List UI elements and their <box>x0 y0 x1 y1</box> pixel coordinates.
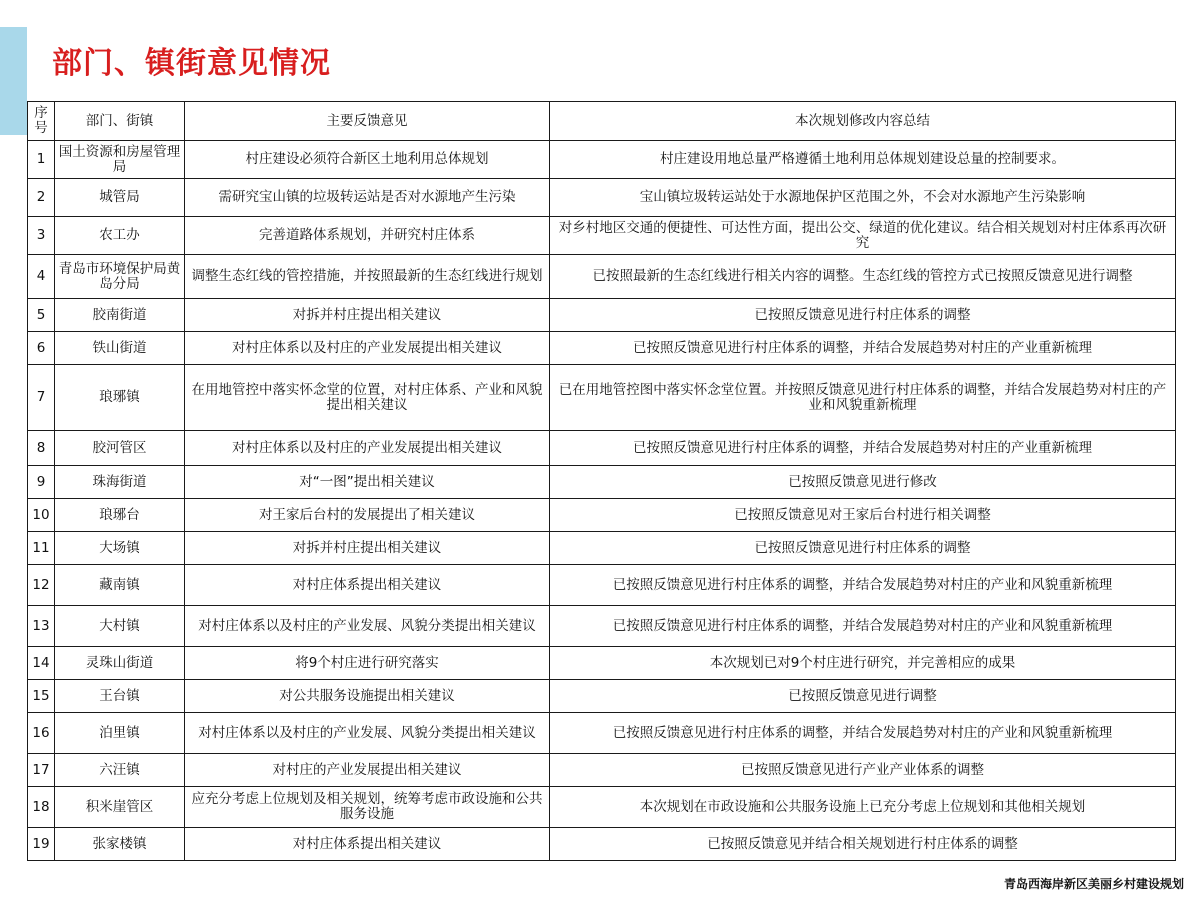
table-row <box>28 499 1176 532</box>
row-department: 琅琊台 <box>55 499 185 532</box>
row-index: 9 <box>28 466 55 499</box>
row-revision-summary: 本次规划在市政设施和公共服务设施上已充分考虑上位规划和其他相关规划 <box>550 787 1176 828</box>
row-index: 8 <box>28 431 55 466</box>
row-feedback: 对“一图”提出相关建议 <box>185 466 550 499</box>
row-revision-summary: 已按照反馈意见进行村庄体系的调整，并结合发展趋势对村庄的产业和风貌重新梳理 <box>550 713 1176 754</box>
row-revision-summary: 已按照反馈意见对王家后台村进行相关调整 <box>550 499 1176 532</box>
row-revision-summary: 已按照反馈意见进行村庄体系的调整，并结合发展趋势对村庄的产业和风貌重新梳理 <box>550 606 1176 647</box>
row-revision-summary: 已按照反馈意见进行村庄体系的调整，并结合发展趋势对村庄的产业重新梳理 <box>550 431 1176 466</box>
row-feedback: 村庄建设必须符合新区土地利用总体规划 <box>185 141 550 179</box>
table-row <box>28 787 1176 828</box>
row-index: 6 <box>28 332 55 365</box>
table-row <box>28 332 1176 365</box>
row-department: 铁山街道 <box>55 332 185 365</box>
row-feedback: 在用地管控中落实怀念堂的位置，对村庄体系、产业和风貌提出相关建议 <box>185 365 550 431</box>
row-department: 积米崖管区 <box>55 787 185 828</box>
row-feedback: 对村庄体系以及村庄的产业发展提出相关建议 <box>185 431 550 466</box>
table-row <box>28 532 1176 565</box>
title-accent-bar <box>0 27 27 135</box>
row-department: 藏南镇 <box>55 565 185 606</box>
row-revision-summary: 村庄建设用地总量严格遵循土地利用总体规划建设总量的控制要求。 <box>550 141 1176 179</box>
header-index: 序号 <box>28 102 55 141</box>
row-index: 10 <box>28 499 55 532</box>
header-department: 部门、街镇 <box>55 102 185 141</box>
row-index: 15 <box>28 680 55 713</box>
row-revision-summary: 本次规划已对9个村庄进行研究，并完善相应的成果 <box>550 647 1176 680</box>
row-department: 灵珠山街道 <box>55 647 185 680</box>
row-department: 胶南街道 <box>55 299 185 332</box>
table-row <box>28 141 1176 179</box>
row-revision-summary: 已按照反馈意见进行村庄体系的调整 <box>550 299 1176 332</box>
page-title: 部门、镇街意见情况 <box>52 46 331 81</box>
row-revision-summary: 对乡村地区交通的便捷性、可达性方面，提出公交、绿道的优化建议。结合相关规划对村庄体系再次研究 <box>550 217 1176 255</box>
row-revision-summary: 宝山镇垃圾转运站处于水源地保护区范围之外，不会对水源地产生污染影响 <box>550 179 1176 217</box>
header-revision-summary: 本次规划修改内容总结 <box>550 102 1176 141</box>
row-feedback: 对公共服务设施提出相关建议 <box>185 680 550 713</box>
table-row <box>28 754 1176 787</box>
table-row <box>28 179 1176 217</box>
row-feedback: 完善道路体系规划，并研究村庄体系 <box>185 217 550 255</box>
table-row <box>28 713 1176 754</box>
row-department: 农工办 <box>55 217 185 255</box>
row-revision-summary: 已按照反馈意见进行村庄体系的调整 <box>550 532 1176 565</box>
row-index: 14 <box>28 647 55 680</box>
table-row <box>28 365 1176 431</box>
row-revision-summary: 已按照反馈意见进行修改 <box>550 466 1176 499</box>
feedback-table <box>27 101 1176 861</box>
row-index: 3 <box>28 217 55 255</box>
row-revision-summary: 已按照反馈意见进行村庄体系的调整，并结合发展趋势对村庄的产业重新梳理 <box>550 332 1176 365</box>
table-row <box>28 647 1176 680</box>
row-feedback: 对王家后台村的发展提出了相关建议 <box>185 499 550 532</box>
table-body <box>28 141 1176 861</box>
row-feedback: 对拆并村庄提出相关建议 <box>185 532 550 565</box>
row-feedback: 应充分考虑上位规划及相关规划，统筹考虑市政设施和公共服务设施 <box>185 787 550 828</box>
row-feedback: 将9个村庄进行研究落实 <box>185 647 550 680</box>
row-index: 2 <box>28 179 55 217</box>
row-department: 城管局 <box>55 179 185 217</box>
table-row <box>28 299 1176 332</box>
row-index: 12 <box>28 565 55 606</box>
footer-caption: 青岛西海岸新区美丽乡村建设规划 <box>1003 877 1184 891</box>
row-revision-summary: 已按照反馈意见进行产业产业体系的调整 <box>550 754 1176 787</box>
row-department: 珠海街道 <box>55 466 185 499</box>
row-index: 1 <box>28 141 55 179</box>
row-department: 张家楼镇 <box>55 828 185 861</box>
row-department: 六汪镇 <box>55 754 185 787</box>
row-feedback: 对村庄体系以及村庄的产业发展、风貌分类提出相关建议 <box>185 606 550 647</box>
row-feedback: 对村庄体系以及村庄的产业发展提出相关建议 <box>185 332 550 365</box>
row-revision-summary: 已按照反馈意见进行调整 <box>550 680 1176 713</box>
row-feedback: 对拆并村庄提出相关建议 <box>185 299 550 332</box>
row-index: 13 <box>28 606 55 647</box>
row-department: 大村镇 <box>55 606 185 647</box>
table-row <box>28 606 1176 647</box>
row-index: 5 <box>28 299 55 332</box>
table-row <box>28 466 1176 499</box>
table-row <box>28 565 1176 606</box>
header-feedback: 主要反馈意见 <box>185 102 550 141</box>
table-row <box>28 217 1176 255</box>
row-revision-summary: 已在用地管控图中落实怀念堂位置。并按照反馈意见进行村庄体系的调整，并结合发展趋势对村庄的产业和风貌重新梳理 <box>550 365 1176 431</box>
table-header-row <box>28 102 1176 141</box>
row-revision-summary: 已按照反馈意见并结合相关规划进行村庄体系的调整 <box>550 828 1176 861</box>
row-department: 王台镇 <box>55 680 185 713</box>
row-index: 18 <box>28 787 55 828</box>
row-department: 胶河管区 <box>55 431 185 466</box>
row-index: 17 <box>28 754 55 787</box>
row-department: 青岛市环境保护局黄岛分局 <box>55 255 185 299</box>
row-index: 7 <box>28 365 55 431</box>
row-revision-summary: 已按照反馈意见进行村庄体系的调整，并结合发展趋势对村庄的产业和风貌重新梳理 <box>550 565 1176 606</box>
row-feedback: 调整生态红线的管控措施，并按照最新的生态红线进行规划 <box>185 255 550 299</box>
row-department: 泊里镇 <box>55 713 185 754</box>
row-department: 国土资源和房屋管理局 <box>55 141 185 179</box>
row-index: 11 <box>28 532 55 565</box>
table-row <box>28 255 1176 299</box>
table-row <box>28 431 1176 466</box>
row-index: 16 <box>28 713 55 754</box>
row-feedback: 对村庄的产业发展提出相关建议 <box>185 754 550 787</box>
row-feedback: 对村庄体系以及村庄的产业发展、风貌分类提出相关建议 <box>185 713 550 754</box>
row-feedback: 对村庄体系提出相关建议 <box>185 828 550 861</box>
table-row <box>28 828 1176 861</box>
table-row <box>28 680 1176 713</box>
row-department: 大场镇 <box>55 532 185 565</box>
row-index: 4 <box>28 255 55 299</box>
row-index: 19 <box>28 828 55 861</box>
row-department: 琅琊镇 <box>55 365 185 431</box>
row-feedback: 需研究宝山镇的垃圾转运站是否对水源地产生污染 <box>185 179 550 217</box>
row-feedback: 对村庄体系提出相关建议 <box>185 565 550 606</box>
row-revision-summary: 已按照最新的生态红线进行相关内容的调整。生态红线的管控方式已按照反馈意见进行调整 <box>550 255 1176 299</box>
